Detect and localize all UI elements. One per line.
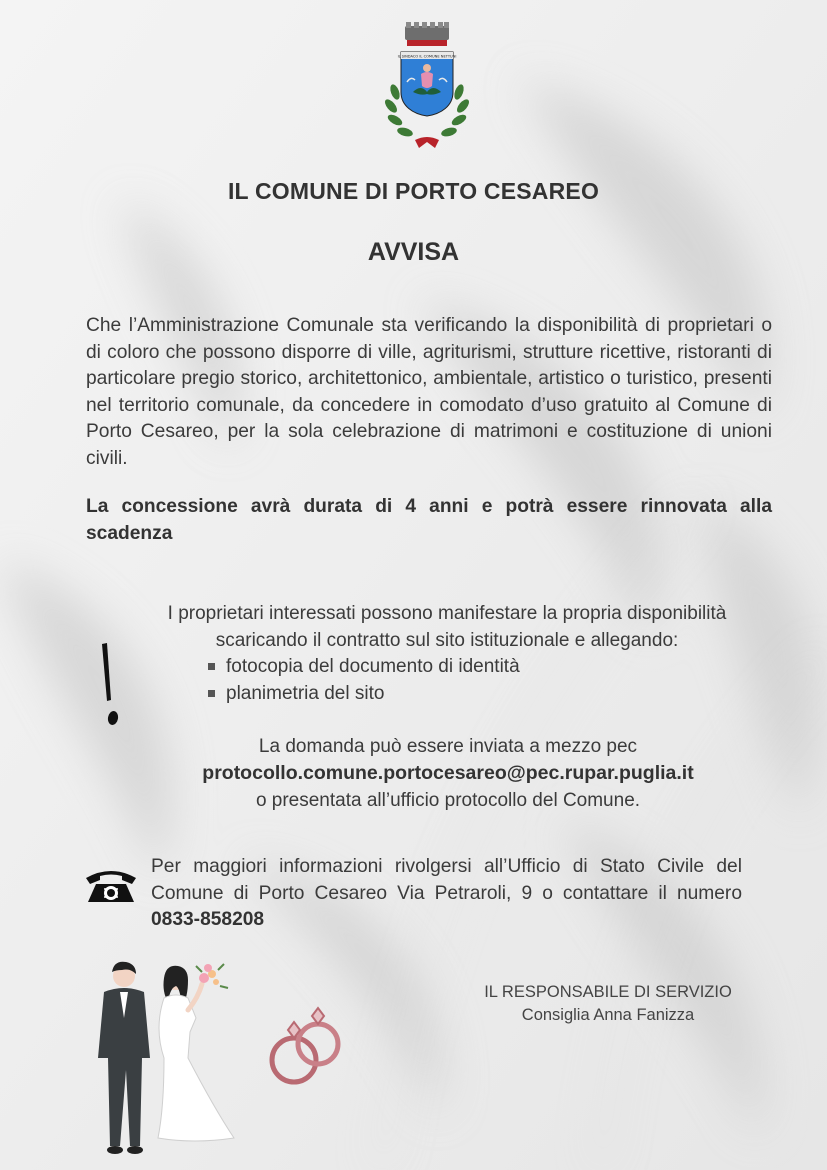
owners-paragraph xyxy=(90,601,804,654)
wedding-rings-icon xyxy=(262,1000,348,1090)
intro-paragraph: Che l’Amministrazione Comunale sta verificando la disponibilità di proprietari o di coloro che possono disporre di ville, agriturismi, strutture ricettive, ristoranti di particolare pregio storico, architettonico, ambientale, artistico o turistico, presenti nel territorio comunale, da concedere in comodato d’uso gratuito al Comune di Porto Cesareo, per la sola celebrazione di matrimoni e costituzione di unioni civili. xyxy=(86,315,772,469)
pec-line-1: La domanda può essere inviata a mezzo pec xyxy=(258,736,638,757)
svg-text:IL SINDACO IL COMUNE NETTUNI: IL SINDACO IL COMUNE NETTUNI xyxy=(397,54,457,59)
telephone-icon xyxy=(82,864,140,906)
pec-paragraph xyxy=(0,733,827,814)
signature-role: IL RESPONSABILE DI SERVIZIO xyxy=(484,983,732,1001)
pec-line-3: o presentata all’ufficio protocollo del Comune. xyxy=(255,790,641,811)
phone-number[interactable]: 0833-858208 xyxy=(151,909,265,931)
signature-name: Consiglia Anna Fanizza xyxy=(521,1006,695,1024)
list-item: fotocopia del documento di identità xyxy=(206,653,520,680)
owners-line-1: I proprietari interessati possono manifestare la propria disponibilità xyxy=(167,603,727,624)
owners-line-2: scaricando il contratto sul sito istituzionale e allegando: xyxy=(215,629,679,651)
wedding-couple-illustration xyxy=(84,958,254,1162)
info-paragraph xyxy=(151,854,742,934)
notice-heading: AVVISA xyxy=(367,238,460,266)
list-item: planimetria del sito xyxy=(206,680,520,707)
municipal-crest-icon xyxy=(377,22,477,152)
info-text: Per maggiori informazioni rivolgersi all’Ufficio di Stato Civile del Comune di Porto Cesareo Via Petraroli, 9 o contattare il numero xyxy=(151,856,742,904)
pec-address-link[interactable]: protocollo.comune.portocesareo@pec.rupar.puglia.it xyxy=(202,762,694,784)
duration-paragraph: La concessione avrà durata di 4 anni e potrà essere rinnovata alla scadenza xyxy=(86,496,772,544)
signature-block xyxy=(470,981,746,1027)
page-title: IL COMUNE DI PORTO CESAREO xyxy=(227,178,600,204)
attachments-list xyxy=(206,653,520,707)
